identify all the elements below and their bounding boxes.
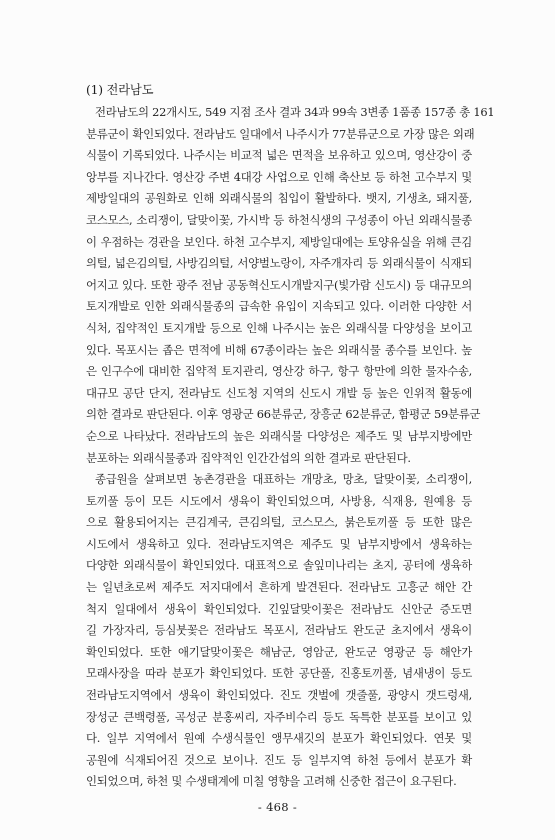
text-line: 있다. 목포시는 좁은 면적에 비해 67종이라는 높은 외래식물 종수를 보인다. 높 [86, 342, 472, 357]
text-line: 는 일년초로써 제주도 저지대에서 흔하게 발견된다. 전라남도 고흥군 해안 간 [86, 580, 472, 595]
text-line: 으로 활용되어지는 큰김계국, 큰김의털, 코스모스, 붉은토끼풀 등 또한 많은 [86, 515, 472, 530]
text-line: 다양한 외래식물이 확인되었다. 대표적으로 솔잎미나리는 초지, 공터에 생육하 [86, 558, 472, 573]
text-line: 길 가장자리, 등심붓꽃은 전라남도 목포시, 전라남도 완도군 초지에서 생육이 [86, 623, 472, 638]
text-line: 앙부를 지나간다. 영산강 주변 4대강 사업으로 인해 축산보 등 하천 고수부지 및 [86, 169, 472, 184]
text-line: 전라남도지역에서 생육이 확인되었다. 진도 갯벌에 갯줄풀, 광양시 갯드렁새, [86, 688, 472, 703]
text-line: 시도에서 생육하고 있다. 전라남도지역은 제주도 및 남부지방에서 생육하는 [86, 536, 472, 551]
text-line: 전라남도의 22개시도, 549 지점 조사 결과 34과 99속 3변종 1품종 157종 총 161 [95, 105, 495, 119]
text-line: 식물이 기록되었다. 나주시는 비교적 넓은 면적을 보유하고 있으며, 영산강이 중 [86, 148, 472, 163]
text-line: 은 인구수에 대비한 집약적 토지관리, 영산강 하구, 항구 항만에 의한 물자수송, [86, 364, 472, 379]
text-line: 코스모스, 소리쟁이, 달맞이꽃, 가시박 등 하천식생의 구성종이 아닌 외래식물종 [86, 212, 472, 227]
text-line: 분포하는 외래식물종과 집약적인 인간간섭의 의한 결과로 판단된다. [86, 450, 411, 465]
text-line: 이 우점하는 경관을 보인다. 하천 고수부지, 제방일대에는 토양유실을 위해 큰김 [86, 234, 472, 249]
text-line: 순으로 나타났다. 전라남도의 높은 외래식물 다양성은 제주도 및 남부지방에만 [86, 428, 472, 443]
text-line: 다. 일부 지역에서 원예 수생식물인 앵무새깃의 분포가 확인되었다. 연못 및 [86, 731, 472, 746]
text-line: 의한 결과로 판단된다. 이후 영광군 66분류군, 장흥군 62분류군, 함평군 59분류군 [86, 407, 481, 422]
paragraph-jeollanam-do-survey [86, 102, 495, 469]
section-heading: (1) 전라남도 [86, 83, 154, 97]
text-line: 의털, 넓은김의털, 사방김의털, 서양벌노랑이, 자주개자리 등 외래식물이 식재되 [86, 256, 472, 271]
document-body [86, 72, 495, 793]
text-line: 분류군이 확인되었다. 전라남도 일대에서 나주시가 77분류군으로 가장 많은 외래 [86, 126, 475, 141]
text-line: 식처, 집약적인 토지개발 등으로 인해 나주시는 높은 외래식물 다양성을 보이고 [86, 320, 472, 335]
text-line: 모래사장을 따라 분포가 확인되었다. 또한 공단풀, 진홍토끼풀, 념새냉이 등도 [86, 666, 472, 681]
text-line: 제방일대의 공원화로 인해 외래식물의 침입이 활발하다. 뱃지, 기생초, 돼지풀, [86, 191, 472, 206]
text-line: 확인되었다. 또한 애기달맞이꽃은 해남군, 영암군, 완도군 영광군 등 해안가 [86, 644, 472, 659]
text-line: 공원에 식재되어진 것으로 보이나. 진도 등 일부지역 하천 등에서 분포가 확 [86, 752, 472, 767]
text-line: 토지개발로 인한 외래식물종의 급속한 유입이 지속되고 있다. 이러한 다양한 서 [86, 299, 472, 314]
text-line: 어지고 있다. 또한 광주 전남 공동혁신도시개발지구(빛가람 신도시) 등 대규모의 [86, 277, 472, 292]
text-line: 종급원을 살펴보면 농촌경관을 대표하는 개망초, 망초, 달맞이꽃, 소리쟁이, [95, 472, 472, 487]
text-line: 대규모 공단 단지, 전라남도 신도청 지역의 신도시 개발 등 높은 인위적 활동에 [86, 385, 472, 400]
paragraph-species-distribution [86, 469, 472, 793]
text-line: 토끼풀 등이 모든 시도에서 생육이 확인되었으며, 사방용, 식재용, 원예용 등 [86, 493, 472, 508]
text-line: 척지 일대에서 생육이 확인되었다. 긴잎달맞이꽃은 전라남도 신안군 증도면 [86, 601, 472, 616]
text-line: 장성군 큰백령풀, 곡성군 분홍씨리, 자주비수리 등도 독특한 분포를 보이고 있 [86, 709, 472, 724]
page-number: - 468 - [257, 800, 298, 814]
text-line: 인되었으며, 하천 및 수생태계에 미칠 영향을 고려해 신중한 접근이 요구된다. [86, 774, 457, 789]
